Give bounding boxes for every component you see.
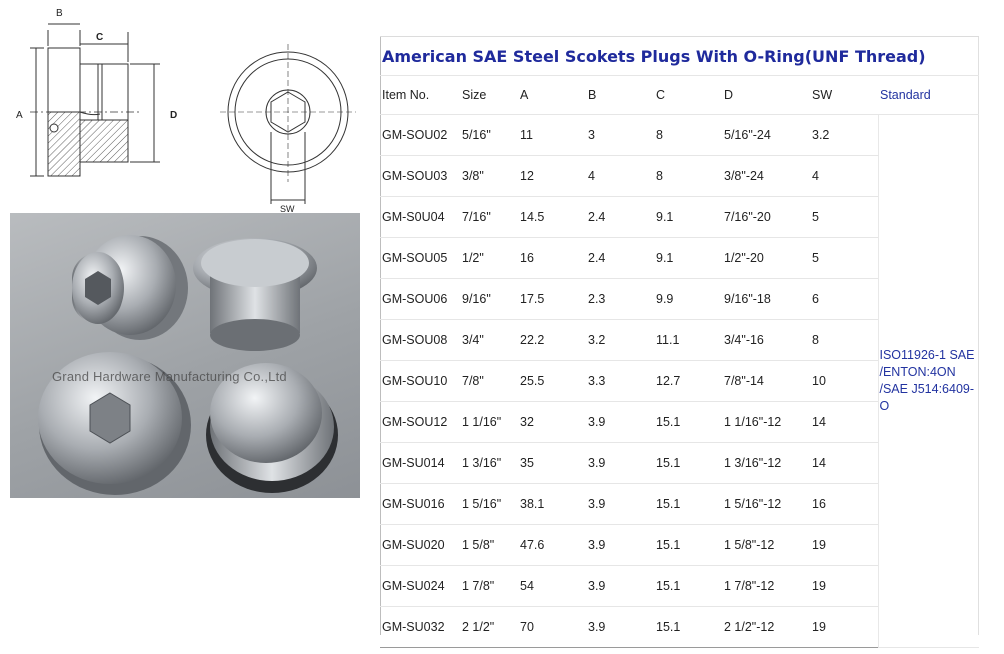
cell-item-no: GM-SOU08	[380, 320, 460, 361]
cell-b: 3.2	[586, 320, 654, 361]
cell-a: 25.5	[518, 361, 586, 402]
header-c: C	[654, 76, 722, 115]
cell-item-no: GM-S0U04	[380, 197, 460, 238]
dim-label-c: C	[96, 32, 104, 43]
side-section-view	[30, 24, 160, 176]
cell-item-no: GM-SU020	[380, 525, 460, 566]
plug-top-left	[72, 235, 188, 340]
dim-label-b: B	[56, 8, 63, 19]
plug-top-right	[193, 238, 317, 351]
cell-d: 7/8"-14	[722, 361, 810, 402]
cell-c: 15.1	[654, 443, 722, 484]
cell-item-no: GM-SOU12	[380, 402, 460, 443]
cell-b: 3.3	[586, 361, 654, 402]
cell-size: 1 5/8"	[460, 525, 518, 566]
cell-size: 3/8"	[460, 156, 518, 197]
cell-b: 2.4	[586, 238, 654, 279]
cell-c: 15.1	[654, 525, 722, 566]
front-view	[220, 44, 356, 204]
cell-sw: 8	[810, 320, 878, 361]
cell-c: 8	[654, 115, 722, 156]
header-item-no: Item No.	[380, 76, 460, 115]
cell-c: 15.1	[654, 566, 722, 607]
cell-d: 1 3/16"-12	[722, 443, 810, 484]
header-b: B	[586, 76, 654, 115]
cell-d: 1/2"-20	[722, 238, 810, 279]
cell-size: 9/16"	[460, 279, 518, 320]
cell-c: 11.1	[654, 320, 722, 361]
cell-c: 9.9	[654, 279, 722, 320]
cell-a: 14.5	[518, 197, 586, 238]
cell-item-no: GM-SU014	[380, 443, 460, 484]
cell-size: 1/2"	[460, 238, 518, 279]
cell-size: 1 7/8"	[460, 566, 518, 607]
cell-b: 3.9	[586, 484, 654, 525]
cell-sw: 19	[810, 566, 878, 607]
dim-label-sw: SW	[280, 204, 295, 212]
table-title-row	[380, 37, 979, 76]
cell-item-no: GM-SOU02	[380, 115, 460, 156]
cell-size: 2 1/2"	[460, 607, 518, 648]
cell-b: 4	[586, 156, 654, 197]
cell-item-no: GM-SOU10	[380, 361, 460, 402]
cell-sw: 3.2	[810, 115, 878, 156]
cell-b: 2.3	[586, 279, 654, 320]
table-row	[380, 115, 979, 156]
cell-b: 3.9	[586, 566, 654, 607]
cell-sw: 14	[810, 402, 878, 443]
cell-sw: 14	[810, 443, 878, 484]
cell-c: 15.1	[654, 484, 722, 525]
cell-item-no: GM-SU024	[380, 566, 460, 607]
cell-d: 1 1/16"-12	[722, 402, 810, 443]
cell-d: 5/16"-24	[722, 115, 810, 156]
cell-d: 2 1/2"-12	[722, 607, 810, 648]
cell-sw: 6	[810, 279, 878, 320]
header-d: D	[722, 76, 810, 115]
cell-sw: 10	[810, 361, 878, 402]
cell-b: 2.4	[586, 197, 654, 238]
cell-b: 3	[586, 115, 654, 156]
cell-item-no: GM-SU032	[380, 607, 460, 648]
cell-a: 54	[518, 566, 586, 607]
cell-size: 1 1/16"	[460, 402, 518, 443]
cell-d: 1 7/8"-12	[722, 566, 810, 607]
cell-a: 47.6	[518, 525, 586, 566]
cell-d: 3/4"-16	[722, 320, 810, 361]
cell-size: 7/8"	[460, 361, 518, 402]
cell-d: 7/16"-20	[722, 197, 810, 238]
cell-size: 7/16"	[460, 197, 518, 238]
cell-sw: 4	[810, 156, 878, 197]
cell-a: 17.5	[518, 279, 586, 320]
cell-a: 38.1	[518, 484, 586, 525]
cell-size: 1 3/16"	[460, 443, 518, 484]
cell-c: 8	[654, 156, 722, 197]
cell-b: 3.9	[586, 607, 654, 648]
table-header-row	[380, 76, 979, 115]
cell-a: 16	[518, 238, 586, 279]
cell-sw: 5	[810, 197, 878, 238]
cell-b: 3.9	[586, 443, 654, 484]
specifications-table	[380, 36, 979, 648]
product-photo	[10, 213, 360, 498]
technical-drawing	[0, 0, 372, 212]
cell-a: 70	[518, 607, 586, 648]
cell-a: 35	[518, 443, 586, 484]
table-title: American SAE Steel Scokets Plugs With O-Ring(UNF Thread)	[380, 37, 979, 76]
cell-item-no: GM-SOU03	[380, 156, 460, 197]
dim-label-a: A	[16, 110, 23, 121]
cell-b: 3.9	[586, 402, 654, 443]
cell-d: 3/8"-24	[722, 156, 810, 197]
cell-c: 15.1	[654, 402, 722, 443]
cell-item-no: GM-SOU05	[380, 238, 460, 279]
cell-a: 32	[518, 402, 586, 443]
header-sw: SW	[810, 76, 878, 115]
standard-value: ISO11926-1 SAE /ENTON:4ON /SAE J514:6409-O	[878, 115, 979, 648]
cell-size: 1 5/16"	[460, 484, 518, 525]
cell-item-no: GM-SU016	[380, 484, 460, 525]
cell-c: 12.7	[654, 361, 722, 402]
dim-label-d: D	[170, 110, 178, 121]
cell-a: 11	[518, 115, 586, 156]
cell-size: 3/4"	[460, 320, 518, 361]
cell-sw: 16	[810, 484, 878, 525]
cell-a: 22.2	[518, 320, 586, 361]
cell-sw: 5	[810, 238, 878, 279]
plugs-illustration	[10, 213, 360, 498]
cell-item-no: GM-SOU06	[380, 279, 460, 320]
cell-sw: 19	[810, 525, 878, 566]
cell-size: 5/16"	[460, 115, 518, 156]
cell-c: 9.1	[654, 238, 722, 279]
header-size: Size	[460, 76, 518, 115]
header-standard: Standard	[878, 76, 979, 115]
cell-d: 1 5/8"-12	[722, 525, 810, 566]
cell-d: 1 5/16"-12	[722, 484, 810, 525]
cell-c: 15.1	[654, 607, 722, 648]
cell-sw: 19	[810, 607, 878, 648]
header-a: A	[518, 76, 586, 115]
cell-c: 9.1	[654, 197, 722, 238]
cell-b: 3.9	[586, 525, 654, 566]
cell-d: 9/16"-18	[722, 279, 810, 320]
photo-watermark: Grand Hardware Manufacturing Co.,Ltd	[52, 369, 287, 384]
cell-a: 12	[518, 156, 586, 197]
